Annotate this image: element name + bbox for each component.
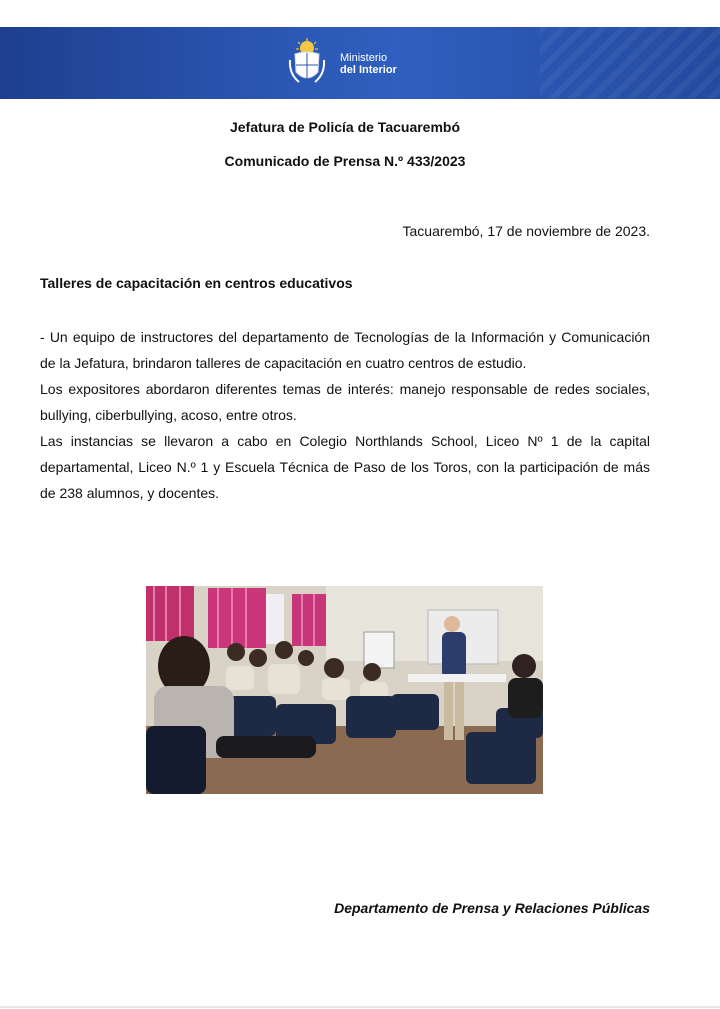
classroom-photo [146, 586, 543, 794]
ministry-line-2: del Interior [340, 64, 397, 76]
body-text [40, 324, 650, 506]
subject-heading: Talleres de capacitación en centros educativos [40, 275, 353, 291]
paragraph-3: Las instancias se llevaron a cabo en Colegio Northlands School, Liceo Nº 1 de la capital departamental, Liceo N.º 1 y Escuela Técnica de Paso de los Toros, con la participación de más de 238 alumnos, y docentes. [40, 433, 650, 501]
page-edge [0, 1006, 720, 1008]
date-line: Tacuarembó, 17 de noviembre de 2023. [402, 223, 650, 239]
signature: Departamento de Prensa y Relaciones Públicas [334, 900, 650, 916]
coat-of-arms-logo [287, 38, 327, 88]
ministry-wordmark [340, 52, 397, 76]
press-release-number: Comunicado de Prensa N.º 433/2023 [224, 153, 466, 169]
office-heading: Jefatura de Policía de Tacuarembó [229, 119, 461, 135]
paragraph-2: Los expositores abordaron diferentes temas de interés: manejo responsable de redes sociales, bullying, ciberbullying, acoso, entre otros. [40, 381, 650, 423]
banner-pattern [540, 27, 720, 99]
ministry-line-1: Ministerio [340, 52, 388, 64]
paragraph-1: - Un equipo de instructores del departamento de Tecnologías de la Información y Comunicación de la Jefatura, brindaron talleres de capacitación en cuatro centros de estudio. [40, 329, 650, 371]
